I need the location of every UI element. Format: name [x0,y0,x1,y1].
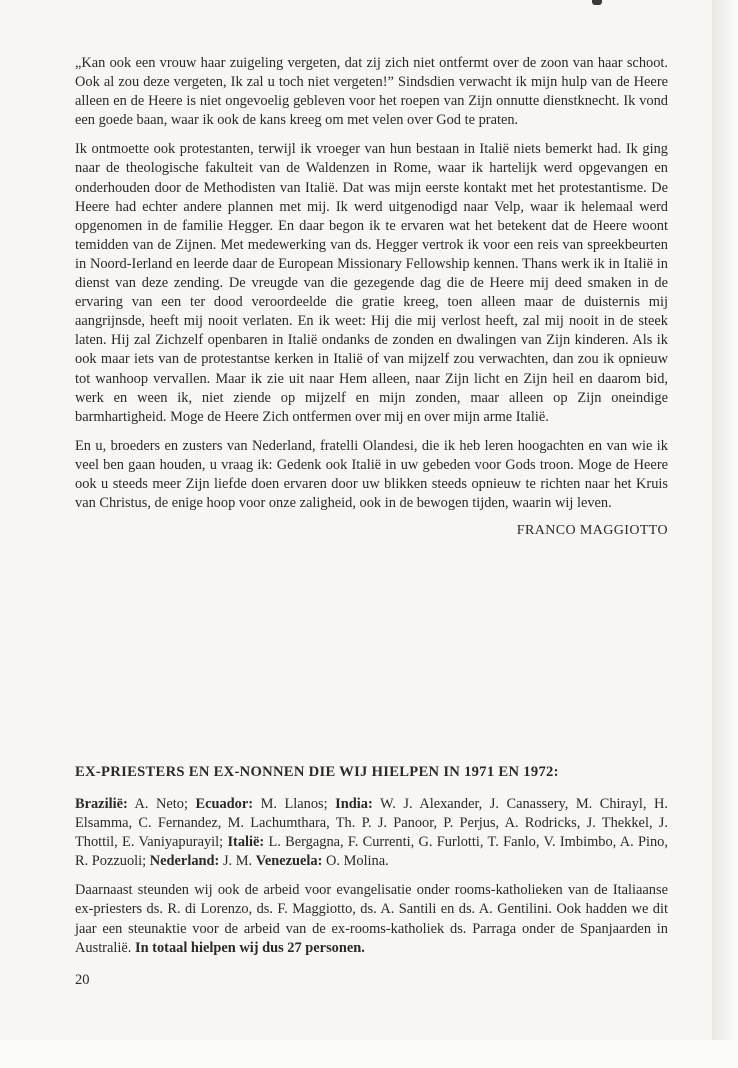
country-names: O. Molina. [325,853,389,870]
country-label: India: [335,796,373,812]
printer-mark [592,0,602,5]
letter-paragraph: Ik ontmoette ook protestanten, terwijl ik vroeger van hun bestaan in Italië niets bemerkt had. Ik ging naar de theologische fakulteit van de Waldenzen in Rome, waar ik hartelijk werd opgevangen en onderhouden door de Methodisten van Italië. Dat was mijn eerste kontakt met het protestantisme. De Heere had echter andere plannen met mij. Ik werd uitgenodigd naar Velp, waar ik helemaal werd opgenomen in de familie Hegger. En daar begon ik te ervaren wat het betekent dat de Heere woont temidden van de Zijnen. Met medewerking van ds. Hegger vertrok ik voor een reis van spreekbeurten in Noord-Ierland en leerde daar de European Missionary Fellowship kennen. Thans werk ik in Italië in dienst van deze zending. De vreugde van die gezegende dag die de Heere mij deed smaken in de ervaring van een ter dood veroordeelde die gratie kreeg, toen alleen maar de duisternis mij aangrijnsde, heeft mij nooit verlaten. En ik weet: Hij die mij verlost heeft, zal mij nooit in de steek laten. Hij zal Zichzelf openbaren in Italië ondanks de zonden en dwalingen van Zijn kinderen. Als ik ook maar iets van de protestantse kerken in Italië of van mijzelf zou verwachten, dan zou ik opnieuw tot wanhoop vervallen. Maar ik zie uit naar Hem alleen, naar Zijn licht en Zijn heil en daarom bid, werk en ween ik, niet ziende op mijzelf en mijn zonden, maar alleen op Zijn oneindige barmhartigheid. Moge de Heere Zich ontfermen over mij en over mijn arme Italië. [75,141,668,425]
country-names: M. Llanos; [260,796,328,812]
country-names: L. Bergagna, F. Currenti, G. Furlotti, T. Fanlo, V. Imbimbo, A. Pino, R. Pozzuoli; [75,834,668,870]
page-edge-shadow [712,0,738,1068]
country-names: W. J. Alexander, J. Canassery, M. Chirayl, H. Elsamma, C. Fernandez, M. Lachumthara, Th. P. J. Panoor, P. Perjus, A. Rodricks, J. Thekkel, J. Thottil, E. Vaniyapurayil; [75,796,668,851]
country-names: A. Neto; [134,796,188,812]
country-label: Ecuador: [195,796,254,812]
country-label: Nederland: [149,853,220,870]
country-label: Brazilië: [75,796,128,812]
country-list [75,795,668,871]
signature: FRANCO MAGGIOTTO [516,523,668,539]
page-bottom-margin [0,1040,738,1068]
letter-paragraph: „Kan ook een vrouw haar zuigeling vergeten, dat zij zich niet ontfermt over de zoon van haar schoot. Ook al zou deze vergeten, Ik zal u toch niet vergeten!” Sindsdien verwacht ik mijn hulp van de Heere alleen en de Heere is niet ongevoelig gebleven voor het roepen van Zijn onnutte dienstknecht. Ik vond een goede baan, waar ik ook de kans kreeg om met velen over God te praten. [75,55,668,129]
closing-total: In totaal hielpen wij dus 27 personen. [134,939,365,956]
letter-body [75,54,668,540]
country-label: Venezuela: [255,853,323,870]
helped-section [75,763,668,968]
section-heading: EX-PRIESTERS EN EX-NONNEN DIE WIJ HIELPEN IN 1971 EN 1972: [75,764,559,780]
closing-text: Daarnaast steunden wij ook de arbeid voor evangelisatie onder rooms-katholieken van de Italiaanse ex-priesters ds. R. di Lorenzo, ds. F. Maggiotto, ds. A. Santili en ds. A. Gentilini. Ook hadden we dit jaar een steunaktie voor de arbeid van de ex-rooms-katholiek ds. Parraga onder de Spanjaarden in Australië. [75,882,668,956]
page-number: 20 [75,972,90,988]
letter-paragraph: En u, broeders en zusters van Nederland, fratelli Olandesi, die ik heb leren hoogachten en van wie ik veel ben gaan houden, u vraag ik: Gedenk ook Italië in uw gebeden voor Gods troon. Moge de Heere ook u steeds meer Zijn liefde doen ervaren door uw blikken steeds opnieuw te richten naar het Kruis van Christus, de enige hoop voor onze zaligheid, ook in de bewogen tijden, waarin wij leven. [75,437,668,512]
closing-paragraph [75,881,668,957]
country-names: J. M. [222,853,253,870]
country-label: Italië: [227,834,265,851]
